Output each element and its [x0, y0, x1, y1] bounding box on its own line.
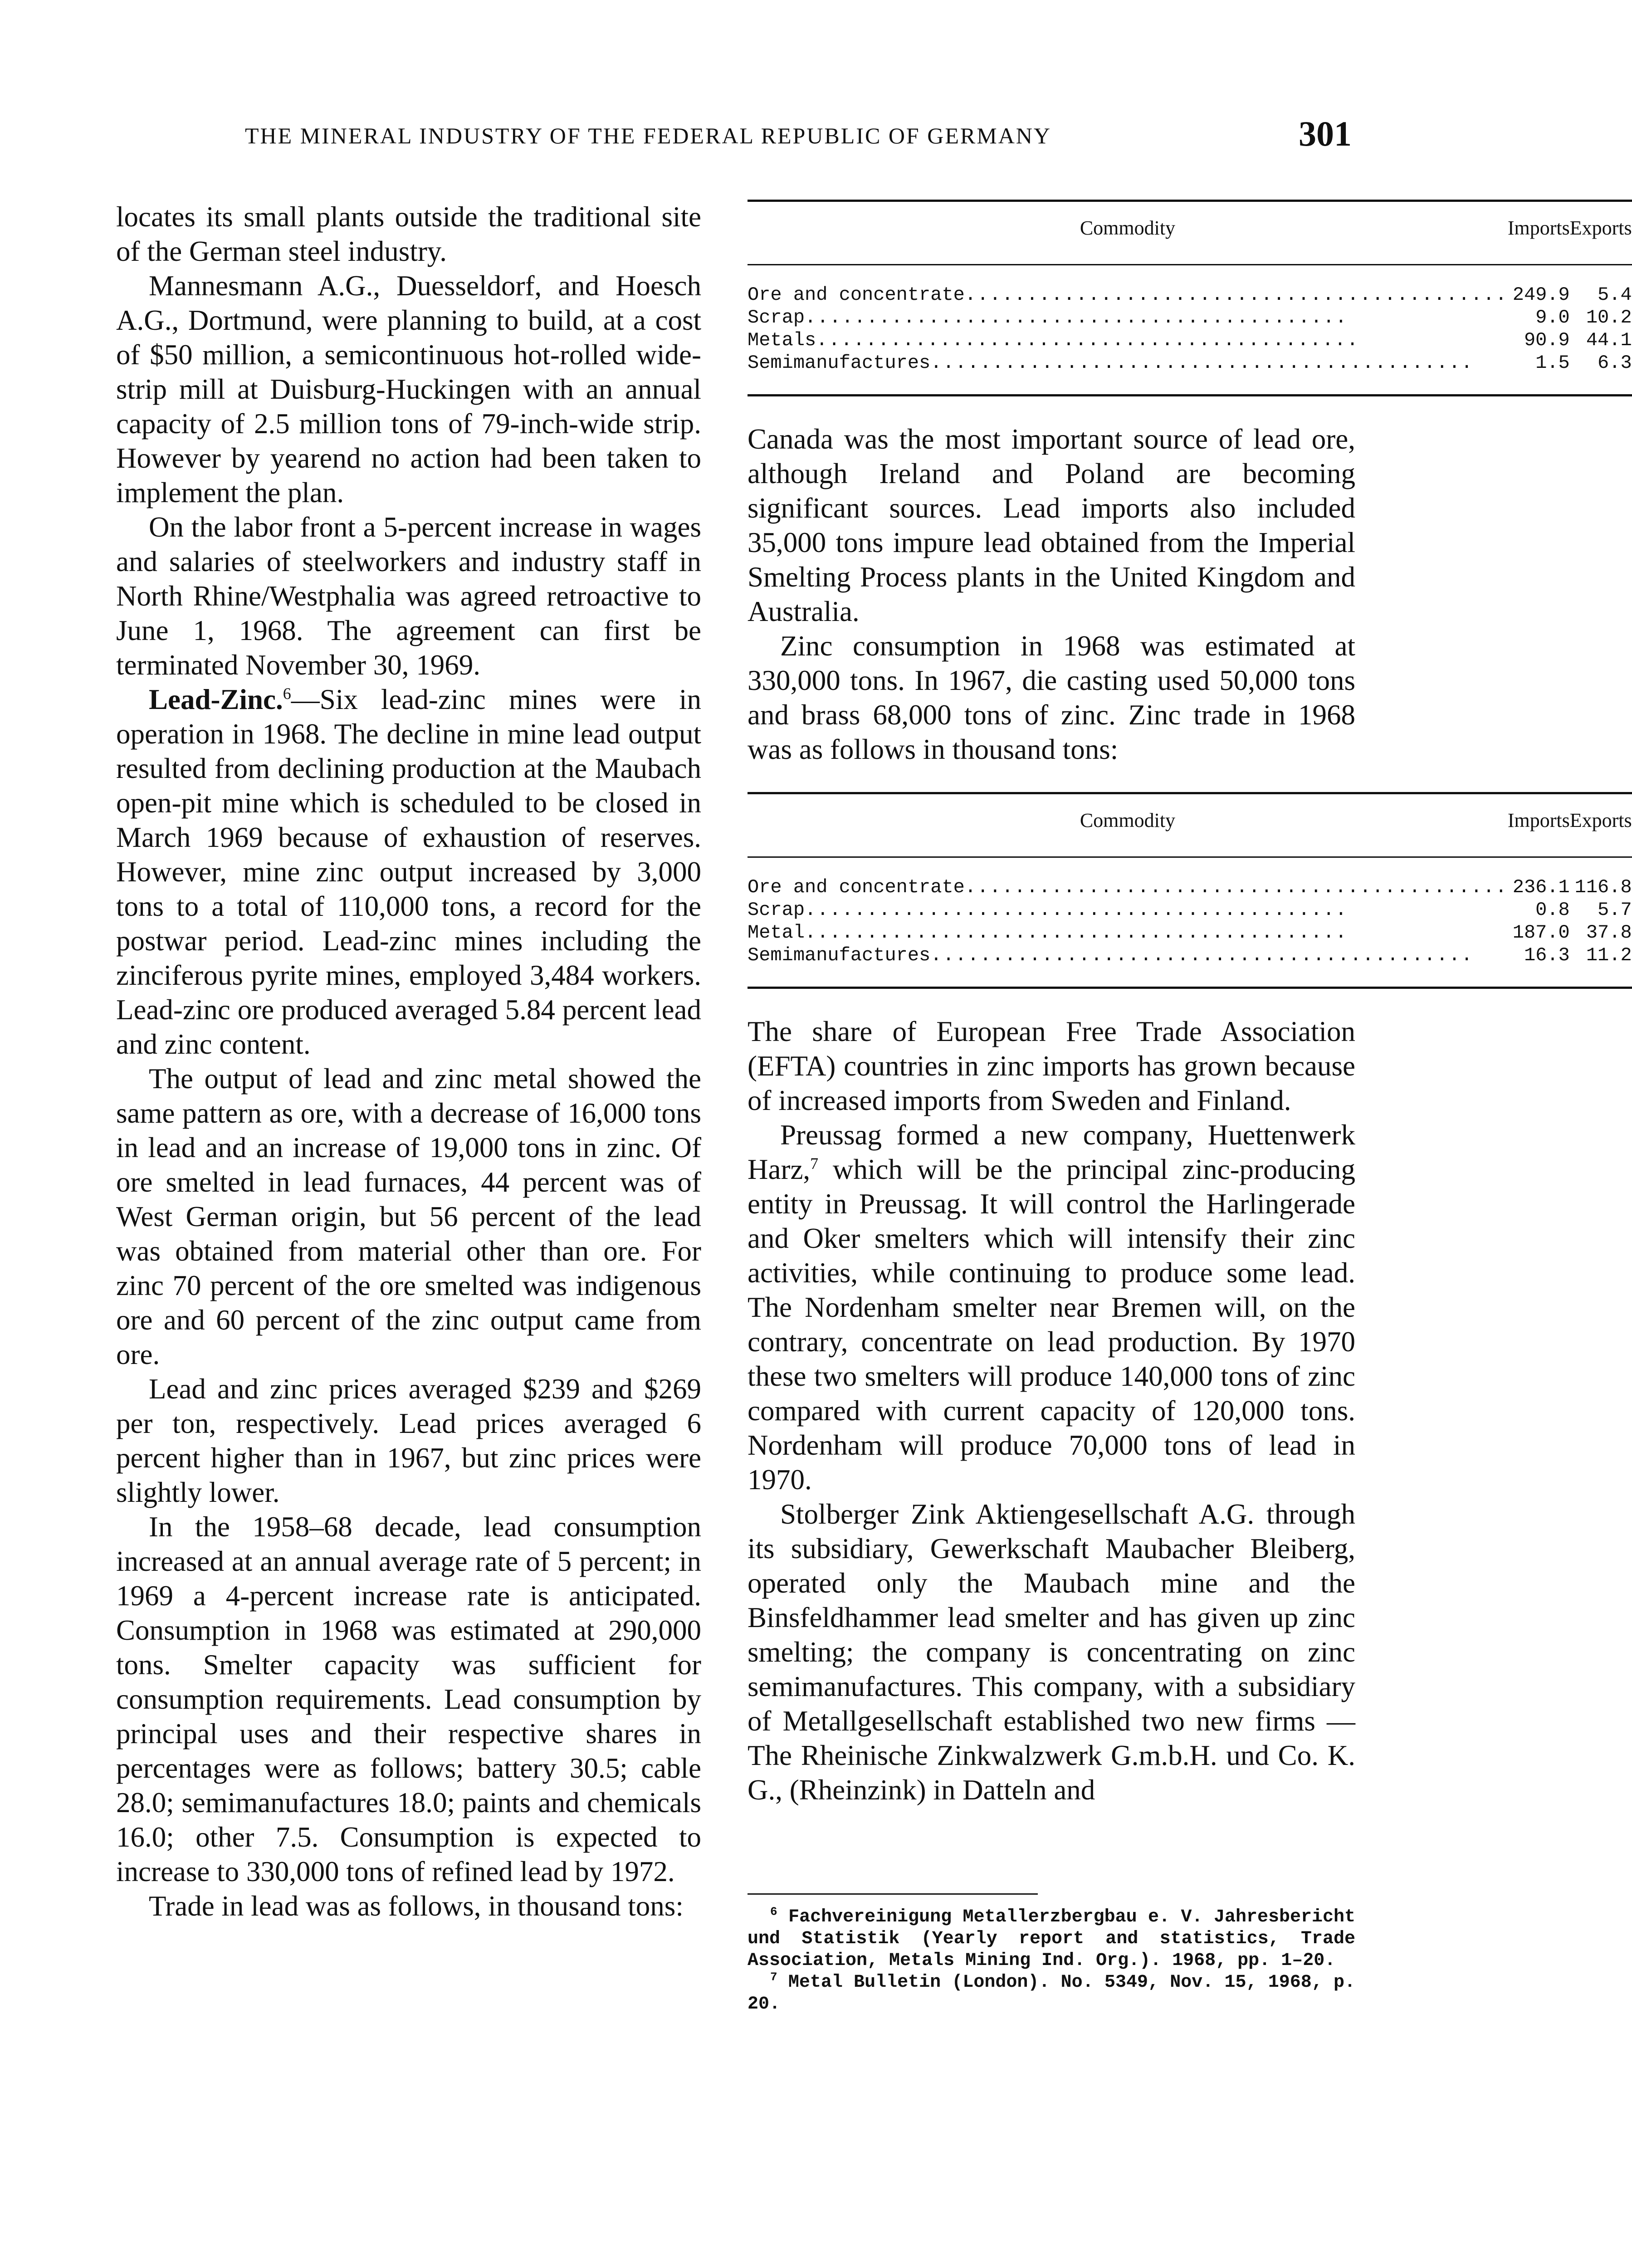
commodity-cell: Semimanufactures: [748, 944, 931, 966]
imports-cell: 236.1: [1512, 876, 1570, 898]
imports-cell: 90.9: [1524, 329, 1570, 351]
exports-cell: 6.3: [1598, 352, 1632, 374]
column-header: Commodity: [748, 201, 1508, 265]
paragraph: Trade in lead was as follows, in thousand tons:: [149, 1890, 684, 1922]
paragraph: Mannesmann A.G., Duesseldorf, and Hoesch A.G., Dortmund, were planning to build, at a cost of $50 million, a semicontinuous hot-rolled wide-strip mill at Duisburg-Huckingen with an annual capacity of 2.5 million tons of 79-inch-wide strip. However by yearend no action had been taken to implement the plan.: [116, 270, 701, 508]
paragraph: Canada was the most important source of lead ore, although Ireland and Poland are becoming significant sources. Lead imports also included 35,000 tons impure lead obtained from the Imperial Smelting Process plants in the United Kingdom and Australia.: [748, 423, 1355, 627]
exports-cell: 5.4: [1598, 284, 1632, 306]
paragraph: Zinc consumption in 1968 was estimated at 330,000 tons. In 1967, die casting used 50,000 tons and brass 68,000 tons of zinc. Zinc trade in 1968 was as follows in thousand tons:: [748, 630, 1355, 765]
footnote: [748, 1906, 1355, 1972]
paragraph-text: Preussag formed a new company, Huettenwerk Harz,: [748, 1119, 1355, 1185]
zinc-trade-table: [748, 792, 1632, 989]
table-row: Scrap............................................ 0.8 5.7: [748, 899, 1632, 921]
exports-cell: 44.1: [1586, 329, 1632, 351]
exports-cell: 37.8: [1586, 922, 1632, 943]
exports-cell: 11.2: [1586, 944, 1632, 966]
footnote-text: Metal Bulletin (London). No. 5349, Nov. 15, 1968, p. 20.: [748, 1972, 1355, 2014]
right-column: [748, 200, 1632, 2015]
lead-zinc-section: [116, 682, 701, 1061]
imports-cell: 0.8: [1535, 899, 1570, 921]
imports-cell: 249.9: [1512, 284, 1570, 306]
commodity-cell: Metal: [748, 922, 805, 943]
page-number: 301: [1299, 114, 1352, 153]
exports-cell: 116.8: [1574, 876, 1632, 898]
column-header: Exports: [1570, 793, 1632, 857]
paragraph: Stolberger Zink Aktiengesellschaft A.G. through its subsidiary, Gewerkschaft Maubacher Bleiberg, operated only the Maubach mine and the Binsfeldhammer lead smelter and has given up zinc smelting; the company is concentrating on zinc semimanufactures. This company, with a subsidiary of Metallgesellschaft established two new firms —The Rheinische Zinkwalzwerk G.m.b.H. und Co. K. G., (Rheinzink) in Datteln and: [748, 1498, 1355, 1806]
footnote-marker: 6: [770, 1905, 777, 1919]
running-head: THE MINERAL INDUSTRY OF THE FEDERAL REPUBLIC OF GERMANY: [245, 123, 1052, 148]
column-header: Exports: [1570, 201, 1632, 265]
footnote-rule: [748, 1893, 1038, 1906]
commodity-cell: Metals: [748, 329, 816, 351]
footnote-ref: 7: [810, 1154, 819, 1173]
footnote-text: Fachvereinigung Metallerzbergbau e. V. Jahresbericht und Statistik (Yearly report and statistics, Trade Association, Metals Mining Ind. Org.). 1968, pp. 1–20.: [748, 1907, 1356, 1971]
table-row: Scrap............................................ 9.0 10.2: [748, 307, 1632, 328]
footnotes: [748, 1906, 1355, 2015]
section-heading: Lead-Zinc.: [149, 684, 283, 715]
table-row: Ore and concentrate............................................ 249.9 5.4: [748, 265, 1632, 307]
imports-cell: 16.3: [1524, 944, 1570, 966]
paragraph: locates its small plants outside the traditional site of the German steel industry.: [116, 201, 701, 267]
table-row: Semimanufactures............................................ 1.5 6.3: [748, 352, 1632, 396]
left-column: [116, 200, 701, 1923]
column-header: Imports: [1508, 201, 1570, 265]
paragraph: Lead and zinc prices averaged $239 and $269 per ton, respectively. Lead prices averaged 6 percent higher than in 1967, but zinc prices were slightly lower.: [116, 1373, 701, 1508]
table-row: Metal............................................ 187.0 37.8: [748, 922, 1632, 943]
lead-trade-table: [748, 200, 1632, 396]
paragraph: The share of European Free Trade Association (EFTA) countries in zinc imports has grown because of increased imports from Sweden and Finland.: [748, 1016, 1355, 1116]
imports-cell: 9.0: [1535, 307, 1570, 328]
commodity-cell: Semimanufactures: [748, 352, 931, 374]
table-row: Metals............................................ 90.9 44.1: [748, 329, 1632, 351]
commodity-cell: Ore and concentrate: [748, 876, 965, 898]
footnote-marker: 7: [770, 1970, 777, 1984]
page-header: [245, 113, 1352, 154]
table-row: Ore and concentrate............................................ 236.1 116.8: [748, 857, 1632, 899]
exports-cell: 10.2: [1586, 307, 1632, 328]
commodity-cell: Scrap: [748, 899, 805, 921]
commodity-cell: Ore and concentrate: [748, 284, 965, 306]
table-row: Semimanufactures............................................ 16.3 11.2: [748, 944, 1632, 988]
column-header: Imports: [1508, 793, 1570, 857]
imports-cell: 1.5: [1535, 352, 1570, 374]
column-header: Commodity: [748, 793, 1508, 857]
paragraph-text: —Six lead-zinc mines were in operation in 1968. The decline in mine lead output resulted from declining production at the Maubach open-pit mine which is scheduled to be closed in March 1969 because of exhaustion of reserves. However, mine zinc output increased by 3,000 tons to a total of 110,000 tons, a record for the postwar period. Lead-zinc mines including the zinciferous pyrite mines, employed 3,484 workers. Lead-zinc ore produced averaged 5.84 percent lead and zinc content.: [116, 684, 701, 1060]
paragraph: On the labor front a 5-percent increase in wages and salaries of steelworkers and industry staff in North Rhine/Westphalia was agreed retroactive to June 1, 1968. The agreement can first be terminated November 30, 1969.: [116, 511, 701, 681]
paragraph-text: which will be the principal zinc-producing entity in Preussag. It will control the Harlingerade and Oker smelters which will intensify their zinc activities, while continuing to produce some lead. The Nordenham smelter near Bremen will, on the contrary, concentrate on lead production. By 1970 these two smelters will produce 140,000 tons of zinc compared with current capacity of 120,000 tons. Nordenham will produce 70,000 tons of lead in 1970.: [748, 1154, 1355, 1496]
paragraph: [748, 1118, 1355, 1497]
paragraph: In the 1958–68 decade, lead consumption increased at an annual average rate of 5 percent; in 1969 a 4-percent increase rate is anticipated. Consumption in 1968 was estimated at 290,000 tons. Smelter capacity was sufficient for consumption requirements. Lead consumption by principal uses and their respective shares in percentages were as follows; battery 30.5; cable 28.0; semimanufactures 18.0; paints and chemicals 16.0; other 7.5. Consumption is expected to increase to 330,000 tons of refined lead by 1972.: [116, 1511, 701, 1887]
imports-cell: 187.0: [1512, 922, 1570, 943]
commodity-cell: Scrap: [748, 307, 805, 328]
footnote: [748, 1972, 1355, 2015]
exports-cell: 5.7: [1598, 899, 1632, 921]
footnote-ref: 6: [283, 684, 291, 703]
paragraph: The output of lead and zinc metal showed the same pattern as ore, with a decrease of 16,000 tons in lead and an increase of 19,000 tons in zinc. Of ore smelted in lead furnaces, 44 percent was of West German origin, but 56 percent of the lead was obtained from material other than ore. For zinc 70 percent of the ore smelted was indigenous ore and 60 percent of the zinc output came from ore.: [116, 1063, 701, 1370]
